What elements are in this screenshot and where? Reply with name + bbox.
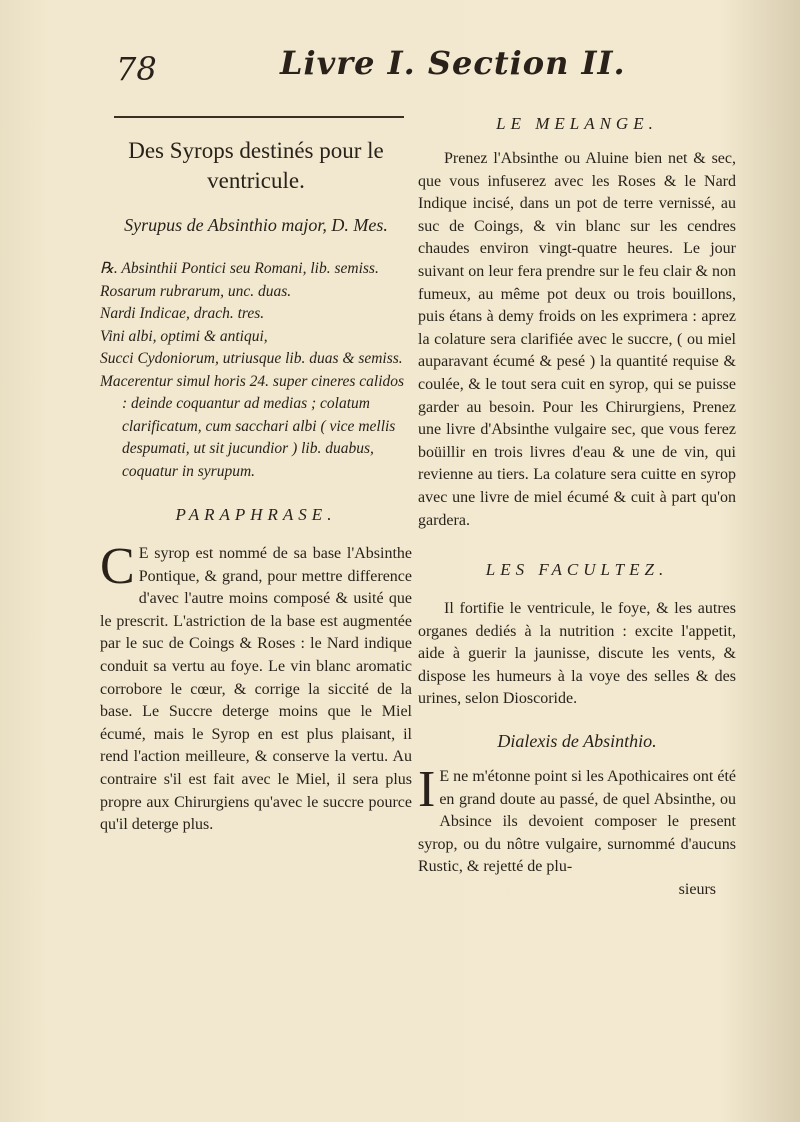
- recipe-line: Rosarum rubrarum, unc. duas.: [100, 282, 292, 300]
- dialexis-text: E ne m'étonne point si les Apothicaires ont été en grand doute au passé, de quel Absinthe, ou Absince ils devoient composer le present syrop, ou du nôtre vulgaire, surnommé d'aucuns Rustic, & rejetté de plu-: [418, 768, 736, 876]
- melange-body: [418, 148, 736, 532]
- melange-text: Prenez l'Absinthe ou Aluine bien net & sec, que vous infuserez avec les Roses & le Nard Indique incisé, dans un pot de terre vernissé, au suc de Coings, & vin blanc sur les cendres chaudes environ vingt-quatre heures. Le jour suivant on leur fera prendre sur le feu clair & non fumeux, au même pot deux ou trois bouillons, puis étans à demy froids on les exprimera : aprez la colature sera clarifiée avec le succre, ( ou miel auparavant écumé & pesé ) la quantité requise & coulée, & le tout sera cuit en syrop, qui se puisse garder au besoin. Pour les Chirurgiens, Prenez une livre d'Absinthe vulgaire sec, que vous ferez boüillir en trois livres d'eau & une de vin, qui revienne au tiers. La colature sera cuitte en syrop avec une livre de miel écumé & cuit à part qu'on gardera.: [418, 150, 736, 529]
- dialexis-body: [418, 761, 736, 902]
- recipe-block: [100, 258, 412, 483]
- chapter-title: Des Syrops destinés pour le ventricule.: [128, 138, 384, 193]
- page-number: 78: [116, 50, 157, 88]
- melange-heading: LE MELANGE.: [496, 114, 658, 133]
- dialexis-paragraph: [418, 761, 736, 879]
- header-rule: [114, 116, 404, 118]
- dialexis-heading: Dialexis de Absinthio.: [497, 731, 657, 752]
- catchword: sieurs: [678, 881, 716, 899]
- facultez-text: Il fortifie le ventricule, le foye, & les autres organes dediés à la nutrition : excite l'appetit, aide à guerir la jaunisse, discute les vents, & dispose les humeurs à la voye des selles & des urines, selon Dioscoride.: [418, 600, 736, 708]
- left-column: [100, 112, 412, 837]
- recipe-line: Nardi Indicae, drach. tres.: [100, 305, 265, 322]
- running-head: Livre I. Section II.: [280, 44, 626, 82]
- recipe-line: ℞. Absinthii Pontici seu Romani, lib. semiss.: [100, 260, 379, 277]
- paraphrase-heading: PARAPHRASE.: [175, 505, 337, 524]
- drop-cap: C: [100, 538, 135, 595]
- facultez-body: [418, 598, 736, 711]
- paraphrase-body: [100, 538, 412, 837]
- recipe-line: Vini albi, optimi & antiqui,: [100, 327, 268, 345]
- drop-cap: I: [418, 761, 436, 819]
- recipe-line: Succi Cydoniorum, utriusque lib. duas & semiss.: [100, 350, 403, 367]
- page-header: [110, 44, 670, 94]
- latin-title: Syrupus de Absinthio major, D. Mes.: [124, 215, 388, 235]
- recipe-line: Macerentur simul horis 24. super cineres calidos : deinde coquantur ad medias ; colatum clarificatum, cum sacchari albi ( vice mellis despumati, ut sit jucundior ) lib. duabus, coquatur in syrupum.: [100, 372, 405, 480]
- right-column: [418, 112, 736, 902]
- paraphrase-text: E syrop est nommé de sa base l'Absinthe Pontique, & grand, pour mettre difference d'avec l'autre moins composé & usité que le prescrit. L'astriction de la base est augmentée par le suc de Coings & Roses : le Nard indique conduit sa vertu au foye. Le vin blanc aromatic corrobore le cœur, & corrige la siccité de la base. Le Succre deterge moins que le Miel écumé, mais le Syrop en est plus plaisant, il rend l'action meilleure, & conserve la vertu. Au contraire s'il est fait avec le Miel, il sera plus propre aux Chirurgiens qu'avec le succre pource qu'il deterge plus.: [100, 545, 412, 834]
- paraphrase-paragraph: [100, 538, 412, 837]
- facultez-heading: LES FACULTEZ.: [485, 560, 669, 580]
